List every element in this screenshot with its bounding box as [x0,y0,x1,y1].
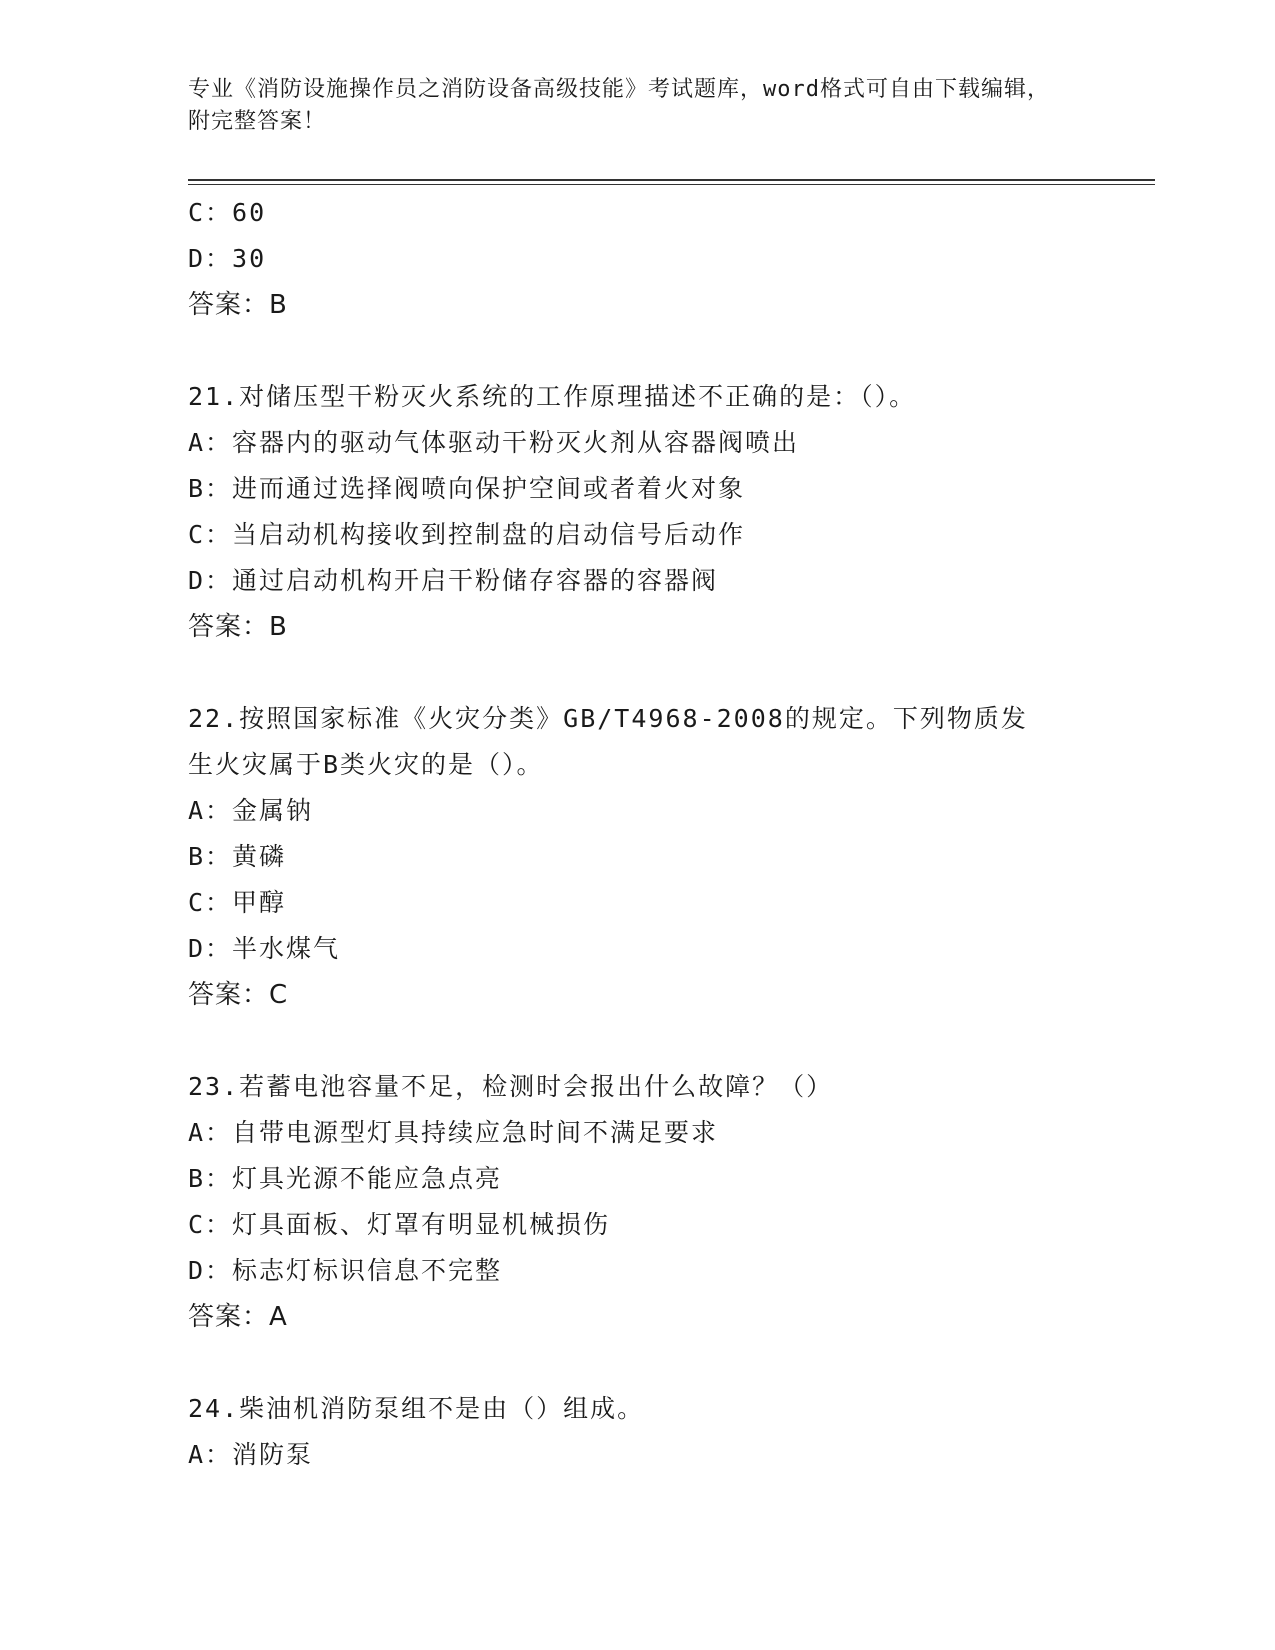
option-a: A：容器内的驱动气体驱动干粉灭火剂从容器阀喷出 [188,428,800,457]
option-d: D：通过启动机构开启干粉储存容器的容器阀 [188,566,719,595]
answer-line: 答案：B [188,290,288,320]
question-block [188,1064,1148,1340]
option-c: C：灯具面板、灯罩有明显机械损伤 [188,1210,611,1239]
header-divider-thin [188,184,1155,185]
question-block [188,1386,1148,1478]
spacer [188,650,1148,696]
option-d: D：半水煤气 [188,934,341,963]
question-stem: 24.柴油机消防泵组不是由（）组成。 [188,1394,645,1423]
spacer [188,328,1148,374]
option-c: C：当启动机构接收到控制盘的启动信号后动作 [188,520,746,549]
option-b: B：灯具光源不能应急点亮 [188,1164,503,1193]
spacer [188,1018,1148,1064]
option-c: C：60 [188,198,267,227]
question-continuation [188,190,1148,328]
option-b: B：黄磷 [188,842,287,871]
option-a: A：消防泵 [188,1440,314,1469]
question-block [188,374,1148,650]
answer-line: 答案：C [188,980,289,1010]
option-d: D：30 [188,244,267,273]
option-a: A：自带电源型灯具持续应急时间不满足要求 [188,1118,719,1147]
question-list [188,190,1148,1478]
question-stem: 22.按照国家标准《火灾分类》GB/T4968-2008的规定。下列物质发生火灾属于B类火灾的是（）。 [188,704,1028,779]
option-a: A：金属钠 [188,796,314,825]
question-block [188,696,1148,1018]
header-divider-thick [188,179,1155,181]
question-stem: 21.对储压型干粉灭火系统的工作原理描述不正确的是：（）。 [188,382,917,411]
document-header: 专业《消防设施操作员之消防设备高级技能》考试题库，word格式可自由下载编辑，附完整答案！ [188,77,1050,134]
question-stem: 23.若蓄电池容量不足，检测时会报出什么故障？（） [188,1072,834,1101]
option-b: B：进而通过选择阀喷向保护空间或者着火对象 [188,474,746,503]
answer-line: 答案：A [188,1302,288,1332]
answer-line: 答案：B [188,612,288,642]
spacer [188,1340,1148,1386]
option-c: C：甲醇 [188,888,287,917]
option-d: D：标志灯标识信息不完整 [188,1256,503,1285]
